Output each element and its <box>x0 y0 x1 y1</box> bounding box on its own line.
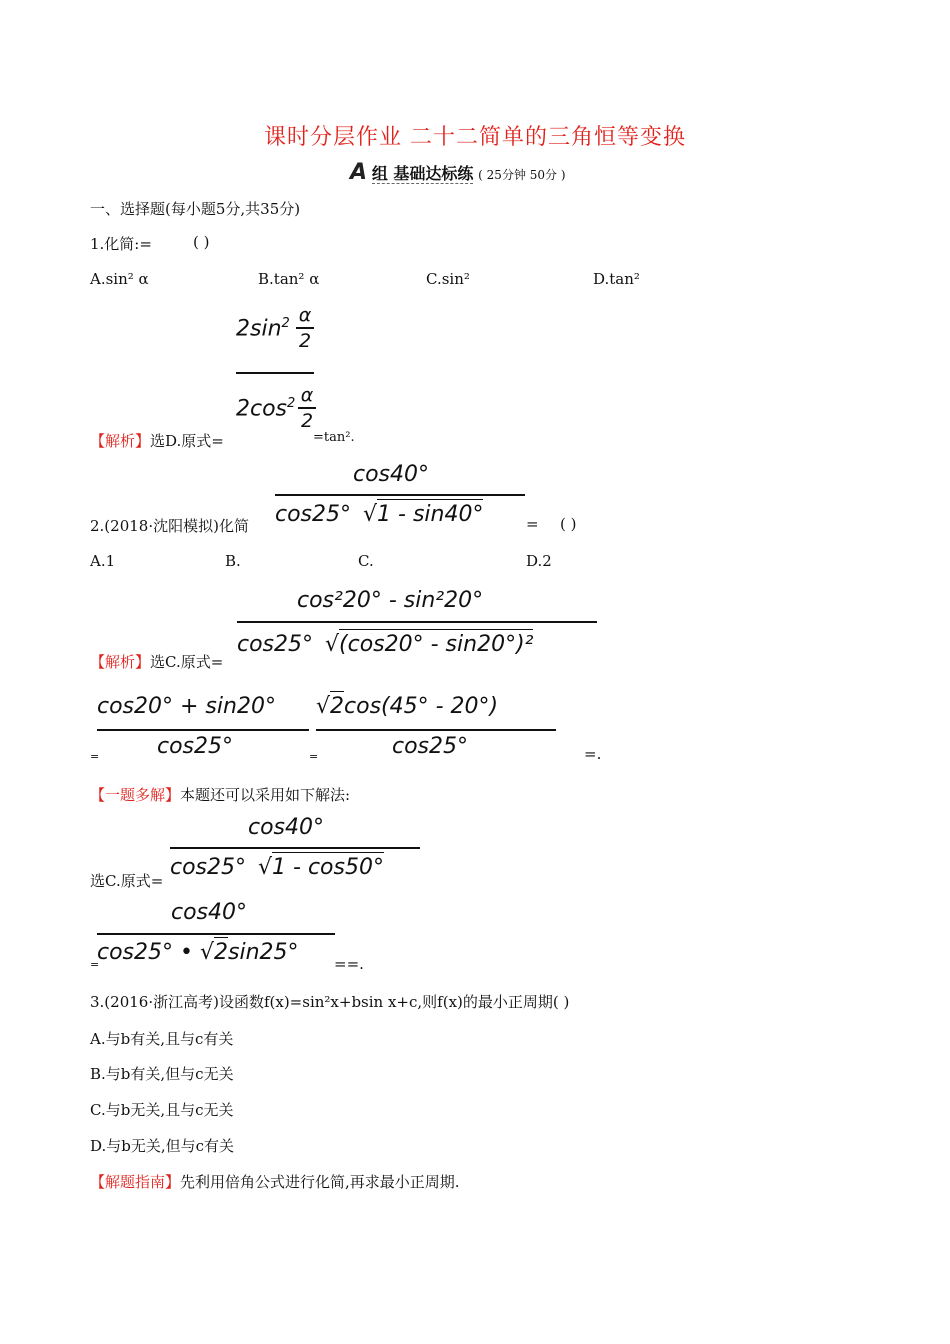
q3-stem: 3.(2016·浙江高考)设函数f(x)=sin²x+bsin x+c,则f(x)的最小正周期( ) <box>90 993 570 1011</box>
q1-option-c: C.sin² <box>426 270 470 288</box>
q1-option-b: B.tan² α <box>258 270 320 288</box>
q1-option-d: D.tan² <box>593 270 640 288</box>
jiexi-label: 【解析】 <box>90 432 151 450</box>
section-heading: 一、选择题(每小题5分,共35分) <box>90 200 301 218</box>
q3-option-b: B.与b有关,但与c无关 <box>90 1065 234 1083</box>
group-header <box>350 160 566 185</box>
q2-alt-text: 选C.原式= <box>90 872 164 890</box>
q2-solution: 【解析】选C.原式= <box>90 653 224 671</box>
q1-num: $2\sin^2$ <box>236 316 290 342</box>
page-title: 课时分层作业 二十二简单的三角恒等变换 <box>264 125 686 150</box>
q1-solution-tail: =tan². <box>313 430 355 445</box>
q2-option-b: B. <box>225 552 241 570</box>
q1-option-a: A.sin² α <box>90 270 149 288</box>
group-label: 组 基础达标练 <box>371 164 474 183</box>
q1-den: $2\cos^2$ <box>236 396 296 422</box>
group-letter: A <box>350 160 368 185</box>
q2-paren: ( ) <box>560 515 577 533</box>
q1-solution: 【解析】选D.原式= <box>90 432 224 450</box>
q2-multi-solution: 【一题多解】本题还可以采用如下解法: <box>90 786 351 804</box>
q2-option-c: C. <box>358 552 374 570</box>
q1-paren: ( ) <box>193 233 210 251</box>
q1-stem: 1.化简:= <box>90 235 152 253</box>
group-time: ( 25分钟 50分 ) <box>478 168 566 182</box>
q2-option-d: D.2 <box>526 552 552 570</box>
q2-eq: = <box>526 515 539 533</box>
q3-option-d: D.与b无关,但与c有关 <box>90 1137 235 1155</box>
q3-option-c: C.与b无关,且与c无关 <box>90 1101 234 1119</box>
q1-fraction-bar <box>236 372 314 374</box>
q3-option-a: A.与b有关,且与c有关 <box>90 1030 234 1048</box>
q2-option-a: A.1 <box>90 552 116 570</box>
q3-guide: 【解题指南】先利用倍角公式进行化简,再求最小正周期. <box>90 1173 460 1191</box>
q2-stem: 2.(2018·沈阳模拟)化简 <box>90 517 249 535</box>
